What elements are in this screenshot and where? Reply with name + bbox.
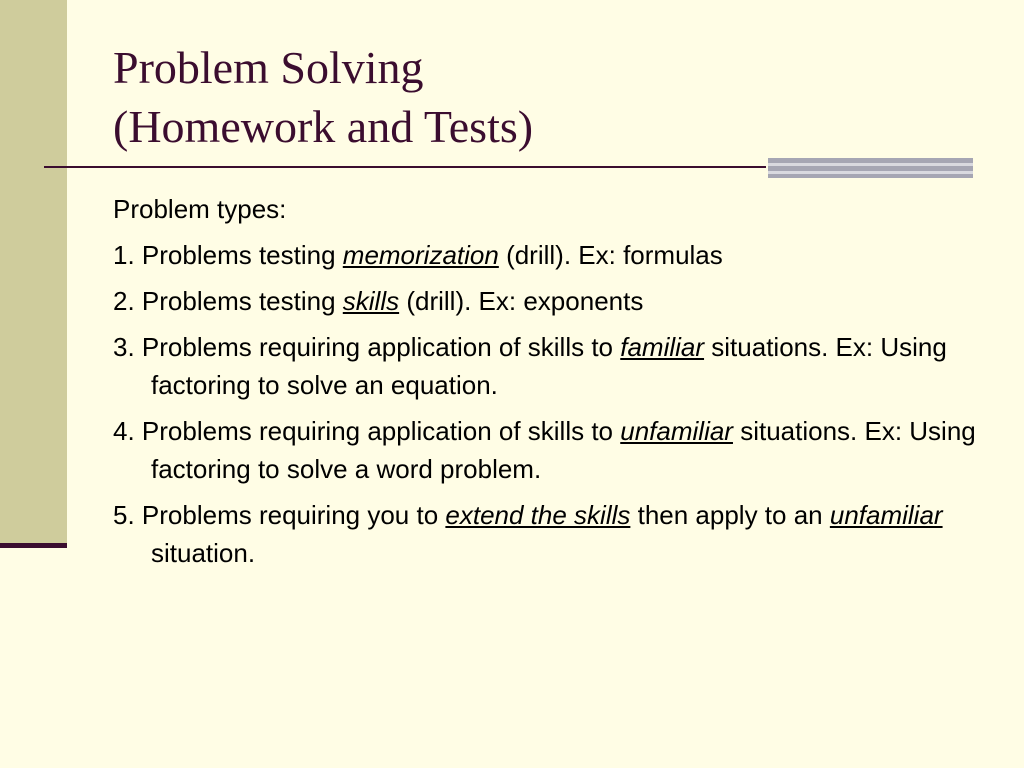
title-line-2: (Homework and Tests) bbox=[113, 101, 534, 152]
list-item bbox=[113, 236, 993, 274]
list-item bbox=[113, 328, 993, 404]
item-keyword: skills bbox=[342, 286, 400, 316]
item-text: then apply to an bbox=[630, 500, 830, 530]
item-text: situations. Ex: Using factoring to solve a word problem. bbox=[151, 416, 976, 484]
item-text: 2. Problems testing bbox=[113, 286, 343, 316]
item-keyword: memorization bbox=[342, 240, 499, 270]
list-item bbox=[113, 496, 993, 572]
item-text: 4. Problems requiring application of skills to bbox=[113, 416, 621, 446]
item-text: (drill). Ex: formulas bbox=[498, 240, 723, 270]
title-divider bbox=[44, 166, 766, 168]
item-keyword: unfamiliar bbox=[620, 416, 733, 446]
item-text: (drill). Ex: exponents bbox=[399, 286, 644, 316]
left-decorative-bar bbox=[0, 0, 67, 546]
item-keyword: familiar bbox=[620, 332, 705, 362]
item-text: situations. Ex: Using factoring to solve an equation. bbox=[151, 332, 947, 400]
item-text: 5. Problems requiring you to bbox=[113, 500, 446, 530]
item-text: 1. Problems testing bbox=[113, 240, 343, 270]
title-divider-accent bbox=[768, 158, 973, 178]
item-text: situation. bbox=[151, 538, 256, 568]
intro-text: Problem types: bbox=[113, 194, 287, 224]
item-text: 3. Problems requiring application of skills to bbox=[113, 332, 621, 362]
title-line-1: Problem Solving bbox=[113, 42, 424, 93]
list-item bbox=[113, 282, 993, 320]
left-bar-accent-line bbox=[0, 543, 67, 548]
item-keyword: unfamiliar bbox=[829, 500, 943, 530]
slide-title bbox=[113, 38, 533, 156]
list-item bbox=[113, 412, 993, 488]
slide-body bbox=[113, 190, 993, 580]
item-keyword: extend the skills bbox=[445, 500, 631, 530]
